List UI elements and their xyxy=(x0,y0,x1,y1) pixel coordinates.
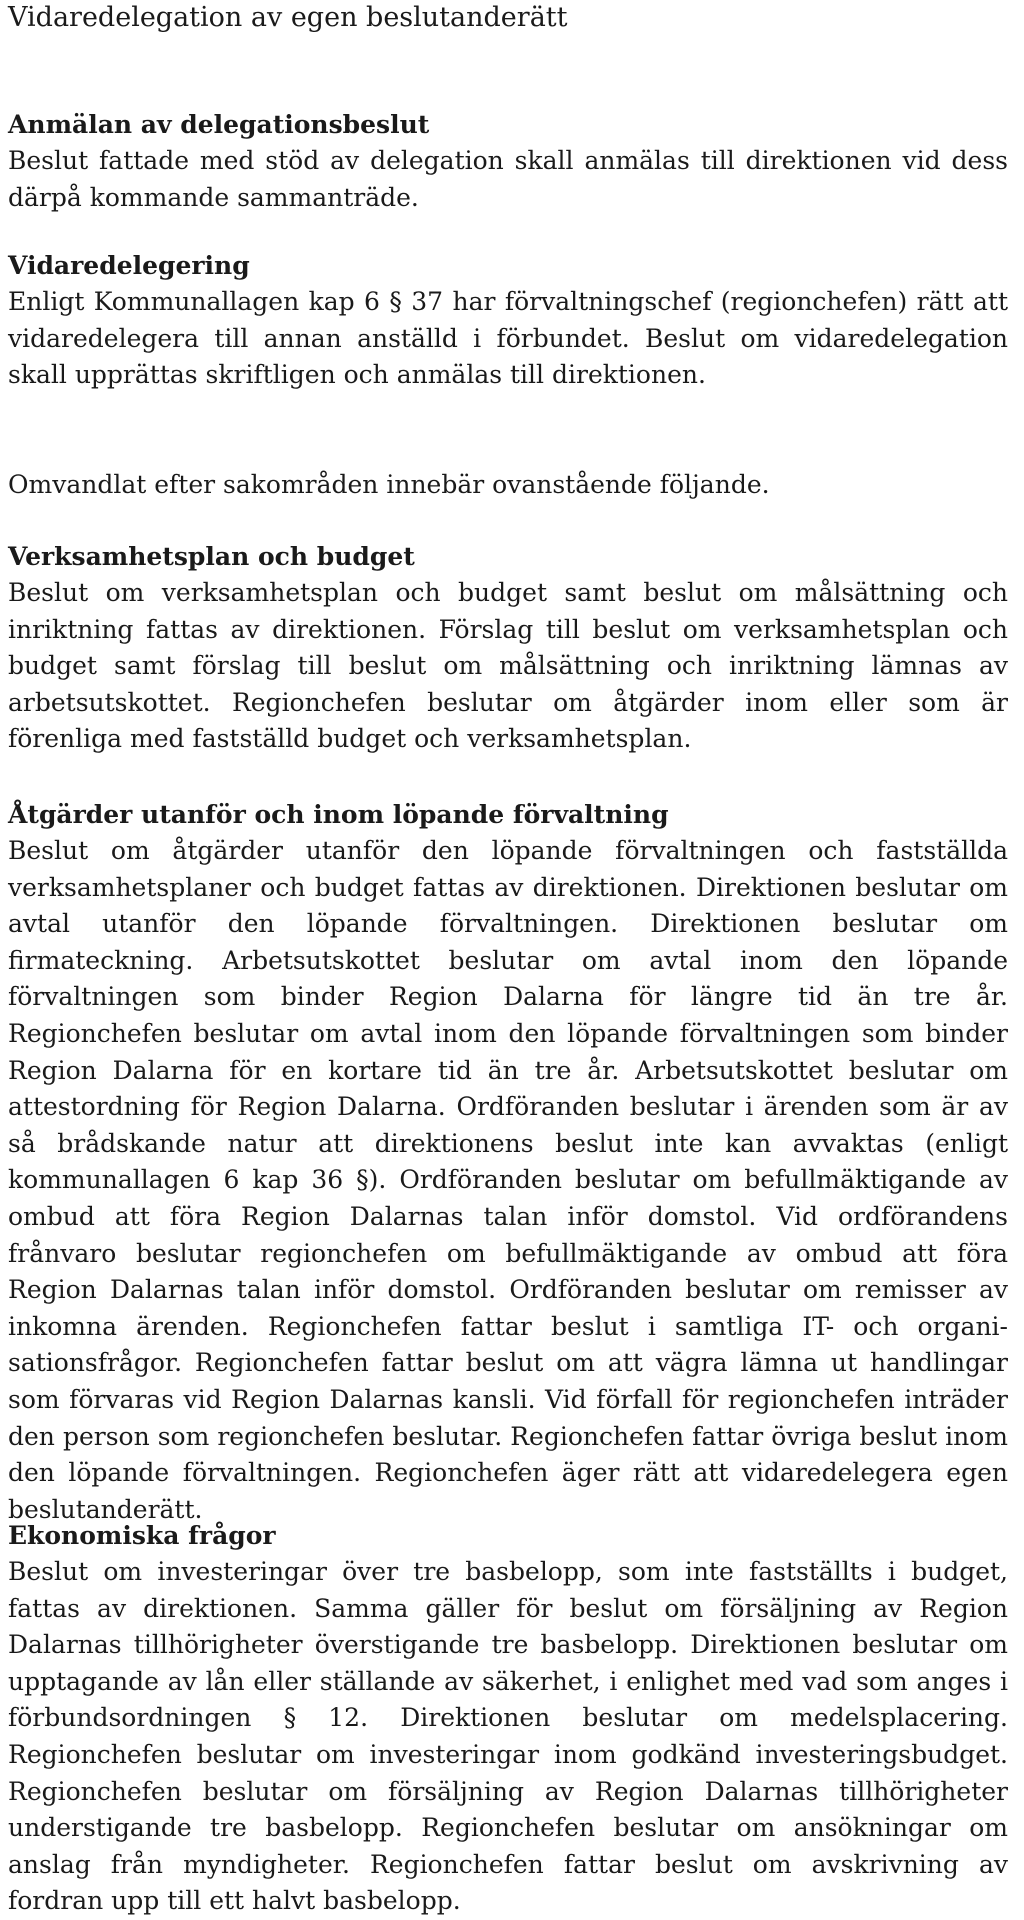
section-vidaredelegering xyxy=(8,248,1008,394)
section-ekonomiska xyxy=(8,1518,1008,1920)
section-heading: Vidaredelegering xyxy=(8,251,250,280)
section-body: Beslut om verksamhetsplan och budget samt beslut om målsättning och inriktning fattas av direktionen. Förslag till beslut om verksamhetsplan och budget samt förslag till beslut om målsättning och inriktning lämnas av arbetsutskottet. Regionchefen beslutar om åtgärder inom eller som är förenliga med fastställd budget och verksamhetsplan. xyxy=(8,578,1008,754)
section-verksamhetsplan xyxy=(8,539,1008,758)
section-body: Beslut fattade med stöd av delegation skall anmälas till direktionen vid dess därpå kommande sammanträde. xyxy=(8,146,1008,212)
section-heading: Anmälan av delegationsbeslut xyxy=(8,110,430,139)
section-body: Omvandlat efter sakområden innebär ovanstående följande. xyxy=(8,470,770,499)
section-heading: Åtgärder utanför och inom löpande förvaltning xyxy=(8,800,669,829)
section-atgarder xyxy=(8,797,1008,1528)
document-top-line: Vidaredelegation av egen beslutanderätt xyxy=(8,2,568,33)
section-heading: Verksamhetsplan och budget xyxy=(8,542,415,571)
section-anmalan xyxy=(8,107,1008,216)
section-heading: Ekonomiska frågor xyxy=(8,1521,276,1550)
section-body: Beslut om investeringar över tre basbelopp, som inte fastställts i budget, fattas av direktionen. Samma gäller för beslut om försäljning av Region Dalarnas tillhörigheter överstigande tre basbelopp. Direktionen beslutar om upptagande av lån eller ställande av säkerhet, i enlighet med vad som anges i förbundsordningen § 12. Direktionen beslutar om medelsplacering. Regionchefen beslutar om investeringar inom godkänd investeringsbudget. Regionchefen beslutar om försäljning av Region Dalarnas tillhörigheter understigande tre basbelopp. Regionchefen beslutar om ansökningar om anslag från myndigheter. Regionchefen fattar beslut om avskrivning av fordran upp till ett halvt basbelopp. xyxy=(8,1557,1008,1916)
section-omvandlat xyxy=(8,467,1008,503)
section-body: Enligt Kommunallagen kap 6 § 37 har förvaltningschef (regionchefen) rätt att vidaredelegera till annan anställd i förbundet. Beslut om vidaredelegation skall upprättas skriftligen och anmälas till direktionen. xyxy=(8,287,1008,390)
section-body: Beslut om åtgärder utanför den löpande förvaltningen och fastställda verksamhetsplaner och budget fattas av direktionen. Direktionen beslutar om avtal utanför den löpande förvaltningen. Direktionen beslutar om firmateckning. Arbetsutskottet beslutar om avtal inom den löpande förvaltningen som binder Region Dalarna för längre tid än tre år. Regionchefen beslutar om avtal inom den löpande förvaltningen som binder Region Dalarna för en kortare tid än tre år. Arbetsutskottet beslutar om attestordning för Region Dalarna. Ordföranden beslutar i ärenden som är av så brådskande natur att direktionens beslut inte kan avvaktas (enligt kommunallagen 6 kap 36 §). Ordföranden beslutar om befullmäktigande av ombud att föra Region Dalarnas talan inför domstol. Vid ordförandens frånvaro beslutar regionchefen om befullmäktigande av ombud att föra Region Dalarnas talan inför domstol. Ordföranden beslutar om remisser av inkomna ärenden. Regionchefen fattar beslut i samtliga IT- och organisationsfrågor. Regionchefen fattar beslut om att vägra lämna ut handlingar som förvaras vid Region Dalarnas kansli. Vid förfall för regionchefen inträder den person som regionchefen beslutar. Regionchefen fattar övriga beslut inom den löpande förvaltningen. Regionchefen äger rätt att vidaredelegera egen beslutanderätt. xyxy=(8,836,1008,1524)
